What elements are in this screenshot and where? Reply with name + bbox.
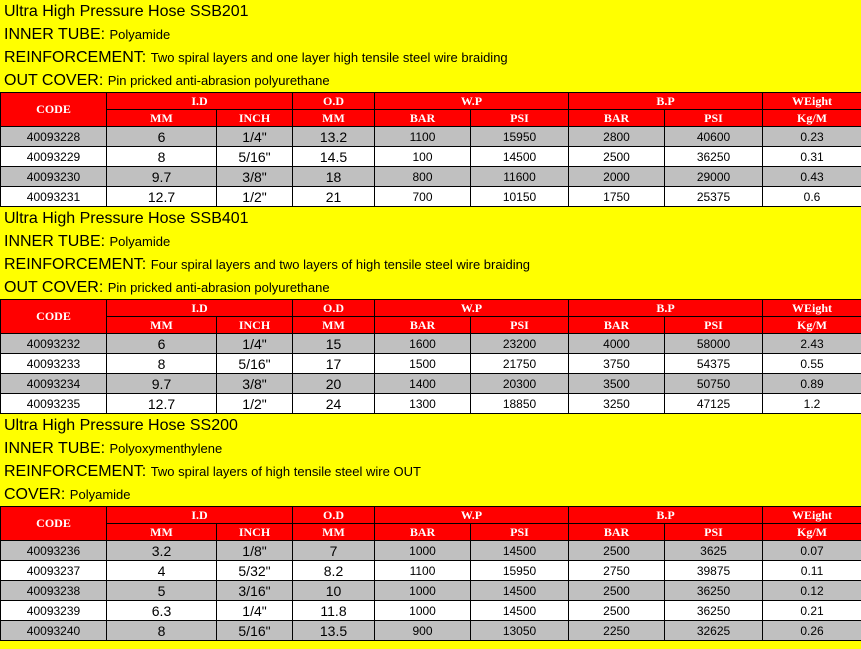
- cell-bp-psi: 36250: [665, 147, 763, 167]
- cell-id-mm: 8: [107, 621, 217, 641]
- cell-wp-bar: 800: [375, 167, 471, 187]
- cell-wp-bar: 1000: [375, 541, 471, 561]
- cell-weight: 0.11: [763, 561, 861, 581]
- cell-weight: 0.55: [763, 354, 861, 374]
- cell-wp-psi: 20300: [471, 374, 569, 394]
- hose-section: [0, 0, 861, 207]
- header-bp: B.P: [569, 507, 763, 524]
- cell-wp-psi: 15950: [471, 127, 569, 147]
- cover-value: Polyamide: [69, 487, 131, 502]
- cell-od-mm: 21: [293, 187, 375, 207]
- cell-id-inch: 5/16": [217, 147, 293, 167]
- table-row: [1, 127, 861, 147]
- cell-wp-bar: 1600: [375, 334, 471, 354]
- header-weight: WEight: [763, 300, 861, 317]
- inner-tube: [0, 23, 861, 46]
- cover-label: OUT COVER:: [4, 279, 104, 296]
- cell-wp-psi: 10150: [471, 187, 569, 207]
- header-wp-bar: BAR: [375, 110, 471, 127]
- cell-od-mm: 11.8: [293, 601, 375, 621]
- header-weight: WEight: [763, 93, 861, 110]
- header-row-group: [1, 507, 861, 524]
- cell-od-mm: 13.2: [293, 127, 375, 147]
- table-row: [1, 621, 861, 641]
- table-row: [1, 601, 861, 621]
- section-title: [0, 207, 861, 230]
- cover: [0, 276, 861, 299]
- table-row: [1, 334, 861, 354]
- cell-wp-bar: 1100: [375, 561, 471, 581]
- cell-bp-psi: 39875: [665, 561, 763, 581]
- header-id-inch: INCH: [217, 524, 293, 541]
- spec-table: [0, 92, 861, 207]
- cell-bp-bar: 2500: [569, 541, 665, 561]
- header-bp-bar: BAR: [569, 317, 665, 334]
- header-weight-kgm: Kg/M: [763, 524, 861, 541]
- header-row-units: [1, 110, 861, 127]
- cell-weight: 0.89: [763, 374, 861, 394]
- cell-bp-psi: 47125: [665, 394, 763, 414]
- cell-wp-bar: 1500: [375, 354, 471, 374]
- table-row: [1, 561, 861, 581]
- cell-weight: 2.43: [763, 334, 861, 354]
- inner-tube-value: Polyamide: [109, 27, 171, 42]
- header-wp: W.P: [375, 93, 569, 110]
- cell-code: 40093235: [1, 394, 107, 414]
- cell-code: 40093232: [1, 334, 107, 354]
- cell-od-mm: 20: [293, 374, 375, 394]
- cover-label: COVER:: [4, 486, 66, 503]
- cover-label: OUT COVER:: [4, 72, 104, 89]
- cell-id-mm: 12.7: [107, 394, 217, 414]
- cell-bp-psi: 40600: [665, 127, 763, 147]
- reinforcement: [0, 253, 861, 276]
- cell-weight: 0.21: [763, 601, 861, 621]
- reinforcement-label: REINFORCEMENT:: [4, 463, 147, 480]
- header-weight-kgm: Kg/M: [763, 110, 861, 127]
- cell-weight: 0.07: [763, 541, 861, 561]
- cell-wp-psi: 14500: [471, 581, 569, 601]
- cell-id-inch: 1/2": [217, 187, 293, 207]
- cell-id-mm: 8: [107, 147, 217, 167]
- header-row-group: [1, 300, 861, 317]
- table-row: [1, 147, 861, 167]
- cell-code: 40093238: [1, 581, 107, 601]
- cell-wp-bar: 900: [375, 621, 471, 641]
- cell-id-mm: 5: [107, 581, 217, 601]
- cell-wp-bar: 1000: [375, 581, 471, 601]
- cell-bp-bar: 2500: [569, 147, 665, 167]
- section-title: [0, 414, 861, 437]
- cell-id-mm: 6.3: [107, 601, 217, 621]
- cell-od-mm: 14.5: [293, 147, 375, 167]
- header-od: O.D: [293, 93, 375, 110]
- cell-wp-bar: 1400: [375, 374, 471, 394]
- header-id-inch: INCH: [217, 317, 293, 334]
- header-id-mm: MM: [107, 110, 217, 127]
- cell-wp-psi: 14500: [471, 541, 569, 561]
- cell-id-inch: 5/16": [217, 621, 293, 641]
- reinforcement-value: Four spiral layers and two layers of high tensile steel wire braiding: [150, 257, 531, 272]
- cell-bp-psi: 36250: [665, 601, 763, 621]
- header-row-group: [1, 93, 861, 110]
- cell-bp-psi: 32625: [665, 621, 763, 641]
- cell-weight: 0.12: [763, 581, 861, 601]
- reinforcement-value: Two spiral layers and one layer high tensile steel wire braiding: [150, 50, 508, 65]
- cell-bp-bar: 3750: [569, 354, 665, 374]
- cell-id-mm: 9.7: [107, 374, 217, 394]
- cell-id-inch: 3/8": [217, 167, 293, 187]
- cell-od-mm: 7: [293, 541, 375, 561]
- cell-code: 40093228: [1, 127, 107, 147]
- header-wp-psi: PSI: [471, 317, 569, 334]
- header-row-units: [1, 524, 861, 541]
- cell-wp-bar: 1000: [375, 601, 471, 621]
- header-wp-psi: PSI: [471, 524, 569, 541]
- table-row: [1, 394, 861, 414]
- table-row: [1, 167, 861, 187]
- table-row: [1, 354, 861, 374]
- cell-bp-bar: 3500: [569, 374, 665, 394]
- cell-code: 40093239: [1, 601, 107, 621]
- cell-weight: 0.43: [763, 167, 861, 187]
- hose-section: [0, 207, 861, 414]
- cell-code: 40093231: [1, 187, 107, 207]
- cell-code: 40093230: [1, 167, 107, 187]
- cell-code: 40093234: [1, 374, 107, 394]
- cell-bp-bar: 2500: [569, 601, 665, 621]
- cell-bp-bar: 2750: [569, 561, 665, 581]
- cell-code: 40093233: [1, 354, 107, 374]
- header-code: CODE: [1, 507, 107, 541]
- section-title-label: Ultra High Pressure Hose SS200: [4, 417, 238, 434]
- header-bp: B.P: [569, 93, 763, 110]
- cell-bp-bar: 2000: [569, 167, 665, 187]
- header-id: I.D: [107, 507, 293, 524]
- header-id-inch: INCH: [217, 110, 293, 127]
- header-od-mm: MM: [293, 110, 375, 127]
- cell-id-inch: 3/8": [217, 374, 293, 394]
- cell-wp-bar: 700: [375, 187, 471, 207]
- header-bp-psi: PSI: [665, 317, 763, 334]
- header-weight-kgm: Kg/M: [763, 317, 861, 334]
- table-row: [1, 187, 861, 207]
- cell-wp-psi: 21750: [471, 354, 569, 374]
- table-row: [1, 374, 861, 394]
- cell-id-inch: 1/2": [217, 394, 293, 414]
- cell-od-mm: 15: [293, 334, 375, 354]
- header-id-mm: MM: [107, 524, 217, 541]
- inner-tube: [0, 437, 861, 460]
- header-row-units: [1, 317, 861, 334]
- header-bp-psi: PSI: [665, 110, 763, 127]
- cell-wp-bar: 100: [375, 147, 471, 167]
- cell-bp-bar: 2800: [569, 127, 665, 147]
- cell-bp-psi: 54375: [665, 354, 763, 374]
- cell-code: 40093240: [1, 621, 107, 641]
- cell-od-mm: 24: [293, 394, 375, 414]
- cell-id-mm: 6: [107, 127, 217, 147]
- cover-value: Pin pricked anti-abrasion polyurethane: [107, 73, 330, 88]
- header-wp-bar: BAR: [375, 524, 471, 541]
- cell-id-mm: 4: [107, 561, 217, 581]
- cell-id-inch: 3/16": [217, 581, 293, 601]
- cell-wp-psi: 18850: [471, 394, 569, 414]
- cell-od-mm: 13.5: [293, 621, 375, 641]
- cell-weight: 0.26: [763, 621, 861, 641]
- cell-wp-psi: 13050: [471, 621, 569, 641]
- header-code: CODE: [1, 93, 107, 127]
- cell-id-mm: 3.2: [107, 541, 217, 561]
- inner-tube: [0, 230, 861, 253]
- reinforcement: [0, 460, 861, 483]
- cell-wp-psi: 11600: [471, 167, 569, 187]
- header-wp: W.P: [375, 507, 569, 524]
- header-id: I.D: [107, 93, 293, 110]
- header-id-mm: MM: [107, 317, 217, 334]
- cell-wp-psi: 15950: [471, 561, 569, 581]
- inner-tube-value: Polyoxymenthylene: [109, 441, 223, 456]
- cell-od-mm: 18: [293, 167, 375, 187]
- header-wp: W.P: [375, 300, 569, 317]
- cell-bp-psi: 29000: [665, 167, 763, 187]
- header-wp-psi: PSI: [471, 110, 569, 127]
- cell-bp-psi: 3625: [665, 541, 763, 561]
- table-row: [1, 541, 861, 561]
- reinforcement: [0, 46, 861, 69]
- cell-bp-bar: 4000: [569, 334, 665, 354]
- header-bp-bar: BAR: [569, 524, 665, 541]
- section-title-label: Ultra High Pressure Hose SSB201: [4, 3, 249, 20]
- inner-tube-label: INNER TUBE:: [4, 233, 106, 250]
- cell-bp-bar: 2250: [569, 621, 665, 641]
- cell-wp-psi: 14500: [471, 601, 569, 621]
- cell-id-inch: 1/4": [217, 127, 293, 147]
- cell-weight: 0.23: [763, 127, 861, 147]
- reinforcement-value: Two spiral layers of high tensile steel wire OUT: [150, 464, 421, 479]
- cell-code: 40093236: [1, 541, 107, 561]
- cell-id-mm: 9.7: [107, 167, 217, 187]
- cell-bp-bar: 2500: [569, 581, 665, 601]
- cell-od-mm: 8.2: [293, 561, 375, 581]
- inner-tube-value: Polyamide: [109, 234, 171, 249]
- header-bp-bar: BAR: [569, 110, 665, 127]
- cell-wp-psi: 23200: [471, 334, 569, 354]
- cell-id-inch: 1/4": [217, 601, 293, 621]
- cell-id-mm: 6: [107, 334, 217, 354]
- cell-id-inch: 5/16": [217, 354, 293, 374]
- section-title-label: Ultra High Pressure Hose SSB401: [4, 210, 249, 227]
- header-id: I.D: [107, 300, 293, 317]
- cell-weight: 1.2: [763, 394, 861, 414]
- cell-od-mm: 10: [293, 581, 375, 601]
- inner-tube-label: INNER TUBE:: [4, 440, 106, 457]
- spec-table: [0, 506, 861, 641]
- hose-section: [0, 414, 861, 641]
- cell-od-mm: 17: [293, 354, 375, 374]
- inner-tube-label: INNER TUBE:: [4, 26, 106, 43]
- cell-id-mm: 12.7: [107, 187, 217, 207]
- cell-weight: 0.31: [763, 147, 861, 167]
- table-row: [1, 581, 861, 601]
- header-od: O.D: [293, 300, 375, 317]
- cell-bp-bar: 3250: [569, 394, 665, 414]
- cell-bp-psi: 50750: [665, 374, 763, 394]
- header-bp-psi: PSI: [665, 524, 763, 541]
- cell-weight: 0.6: [763, 187, 861, 207]
- cell-bp-bar: 1750: [569, 187, 665, 207]
- header-code: CODE: [1, 300, 107, 334]
- header-weight: WEight: [763, 507, 861, 524]
- cell-id-inch: 1/8": [217, 541, 293, 561]
- section-title: [0, 0, 861, 23]
- header-wp-bar: BAR: [375, 317, 471, 334]
- spec-table: [0, 299, 861, 414]
- cell-bp-psi: 58000: [665, 334, 763, 354]
- cover: [0, 69, 861, 92]
- cell-id-inch: 1/4": [217, 334, 293, 354]
- cell-wp-psi: 14500: [471, 147, 569, 167]
- header-bp: B.P: [569, 300, 763, 317]
- cell-code: 40093229: [1, 147, 107, 167]
- cell-bp-psi: 36250: [665, 581, 763, 601]
- header-od-mm: MM: [293, 317, 375, 334]
- reinforcement-label: REINFORCEMENT:: [4, 49, 147, 66]
- cell-code: 40093237: [1, 561, 107, 581]
- cell-id-inch: 5/32": [217, 561, 293, 581]
- cell-id-mm: 8: [107, 354, 217, 374]
- cell-wp-bar: 1100: [375, 127, 471, 147]
- cell-bp-psi: 25375: [665, 187, 763, 207]
- header-od-mm: MM: [293, 524, 375, 541]
- header-od: O.D: [293, 507, 375, 524]
- cover: [0, 483, 861, 506]
- cell-wp-bar: 1300: [375, 394, 471, 414]
- reinforcement-label: REINFORCEMENT:: [4, 256, 147, 273]
- cover-value: Pin pricked anti-abrasion polyurethane: [107, 280, 330, 295]
